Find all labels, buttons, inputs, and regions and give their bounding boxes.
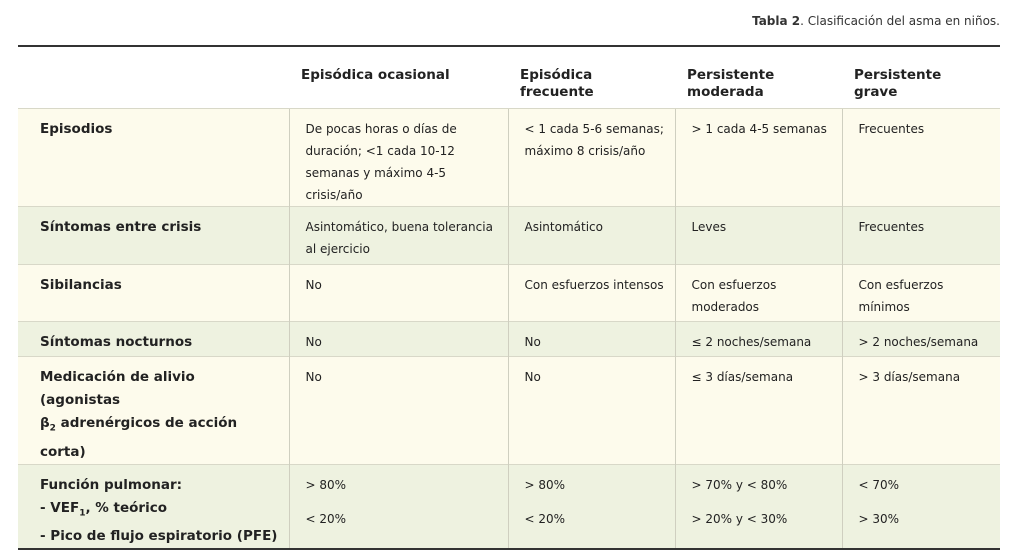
table-cell: > 80% < 20% — [508, 464, 675, 549]
table-cell: > 2 noches/semana — [842, 322, 1000, 357]
table-cell: No — [289, 357, 508, 465]
row-label: Síntomas nocturnos — [18, 322, 289, 357]
header-cell: Episódica frecuente — [520, 67, 594, 100]
table-cell: De pocas horas o días de duración; <1 cada 10-12 semanas y máximo 4-5 crisis/año — [289, 109, 508, 207]
row-label: Sibilancias — [18, 265, 289, 322]
table-row — [18, 265, 1000, 322]
table-cell: Asintomático, buena tolerancia al ejercicio — [289, 207, 508, 265]
row-label: Síntomas entre crisis — [18, 207, 289, 265]
table-row — [18, 464, 1000, 549]
table-cell: < 1 cada 5-6 semanas; máximo 8 crisis/año — [508, 109, 675, 207]
table-cell: No — [508, 322, 675, 357]
asthma-classification-table — [18, 45, 1000, 550]
table-cell: Frecuentes — [842, 207, 1000, 265]
table-row — [18, 207, 1000, 265]
row-label: Función pulmonar: - $VEF_1$, % teórico - Pico de flujo espiratorio (PFE) — [18, 464, 289, 549]
table-row — [18, 109, 1000, 207]
header-cell: Episódica ocasional — [301, 67, 450, 83]
table-cell: > 80% < 20% — [289, 464, 508, 549]
table-cell: Asintomático — [508, 207, 675, 265]
table-row — [18, 357, 1000, 465]
table-cell: No — [289, 322, 508, 357]
row-label: Episodios — [18, 109, 289, 207]
header-cell: Persistente grave — [854, 67, 942, 100]
table-cell: Con esfuerzos mínimos — [842, 265, 1000, 322]
table-cell: ≤ 3 días/semana — [675, 357, 842, 465]
table-caption: Tabla 2. Clasificación del asma en niños. — [752, 14, 1000, 28]
table-cell: > 1 cada 4-5 semanas — [675, 109, 842, 207]
table-cell: ≤ 2 noches/semana — [675, 322, 842, 357]
table-cell: < 70% > 30% — [842, 464, 1000, 549]
table-cell: No — [289, 265, 508, 322]
table-cell: Leves — [675, 207, 842, 265]
table-cell: > 70% y < 80% > 20% y < 30% — [675, 464, 842, 549]
header-cell — [18, 46, 289, 109]
header-row — [18, 46, 1000, 109]
table-cell: Frecuentes — [842, 109, 1000, 207]
table-cell: > 3 días/semana — [842, 357, 1000, 465]
table-cell: Con esfuerzos moderados — [675, 265, 842, 322]
table-row — [18, 322, 1000, 357]
header-cell: Persistente moderada — [687, 67, 775, 100]
table-cell: No — [508, 357, 675, 465]
row-label: Medicación de alivio (agonistas $\beta_2$ adrenérgicos de acción corta) — [18, 357, 289, 465]
table-cell: Con esfuerzos intensos — [508, 265, 675, 322]
